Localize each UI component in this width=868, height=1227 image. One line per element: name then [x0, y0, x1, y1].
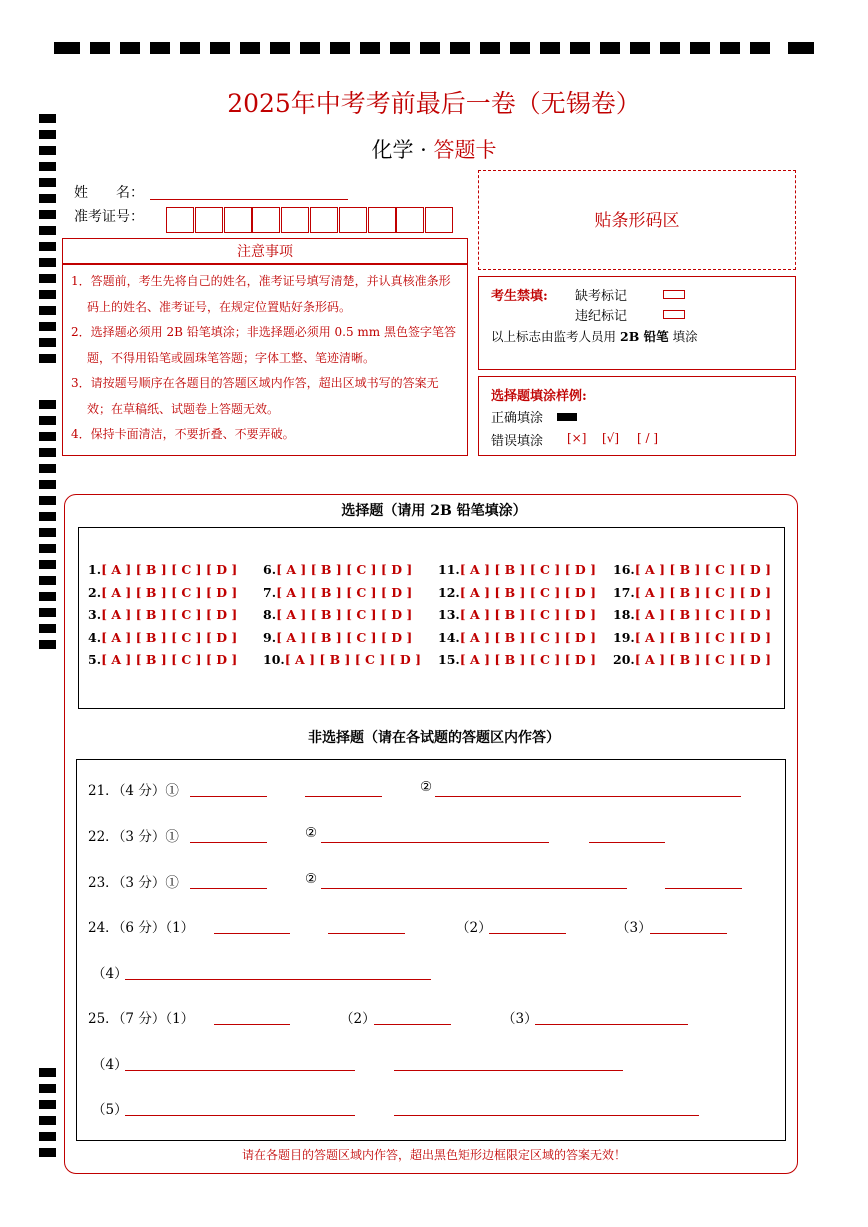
- mcq-options[interactable]: [ A ] [ B ] [ C ] [ D ]: [101, 562, 238, 577]
- q-score: （6 分）: [118, 920, 166, 936]
- note-item: 3．请按题号顺序在各题目的答题区域内作答，超出区域书写的答案无效；在草稿纸、试题卷上答题无效。: [71, 376, 439, 416]
- answer-line[interactable]: [489, 933, 566, 934]
- mcq-options[interactable]: [ A ] [ B ] [ C ] [ D ]: [634, 562, 771, 577]
- wrong-mark-check: [√]: [602, 431, 620, 445]
- mcq-item[interactable]: [613, 562, 788, 585]
- q24-row: [88, 916, 194, 936]
- q-score: （7 分）: [118, 1011, 166, 1027]
- mcq-item[interactable]: [438, 562, 613, 585]
- wrong-mark-slash: [ / ]: [637, 431, 659, 445]
- mcq-options[interactable]: [ A ] [ B ] [ C ] [ D ]: [101, 607, 238, 622]
- answer-line[interactable]: [394, 1070, 623, 1071]
- id-digit-box[interactable]: [281, 207, 309, 233]
- mcq-heading: 选择题（请用 2B 铅笔填涂）: [341, 503, 527, 519]
- answer-line[interactable]: [535, 1024, 688, 1025]
- answer-line[interactable]: [190, 888, 267, 889]
- mcq-number: 4.: [88, 629, 102, 645]
- answer-line[interactable]: [328, 933, 405, 934]
- mcq-number: 7.: [263, 584, 277, 600]
- mcq-row: [88, 630, 788, 653]
- q22-circle-2: ②: [305, 825, 318, 841]
- mcq-options[interactable]: [ A ] [ B ] [ C ] [ D ]: [101, 629, 238, 645]
- answer-line[interactable]: [374, 1024, 451, 1025]
- mcq-options[interactable]: [ A ] [ B ] [ C ] [ D ]: [634, 652, 771, 667]
- mcq-options[interactable]: [ A ] [ B ] [ C ] [ D ]: [459, 607, 596, 622]
- q-number: 25．: [88, 1011, 119, 1027]
- violation-mark-label: 违纪标记: [575, 309, 628, 324]
- mcq-number: 12.: [438, 584, 460, 600]
- prohibited-label: 考生禁填:: [491, 289, 548, 304]
- mcq-item[interactable]: [263, 630, 438, 653]
- answer-line[interactable]: [665, 888, 742, 889]
- correct-label: 正确填涂: [491, 411, 544, 426]
- id-number-boxes[interactable]: [166, 207, 454, 233]
- absent-mark-label: 缺考标记: [575, 289, 628, 304]
- mcq-options[interactable]: [ A ] [ B ] [ C ] [ D ]: [634, 584, 771, 600]
- subject-label: 化学: [371, 138, 414, 162]
- id-digit-box[interactable]: [195, 207, 223, 233]
- free-heading: 非选择题（请在各试题的答题区内作答）: [308, 730, 560, 746]
- answer-line[interactable]: [435, 796, 741, 797]
- mcq-options[interactable]: [ A ] [ B ] [ C ] [ D ]: [459, 584, 596, 600]
- mcq-options[interactable]: [ A ] [ B ] [ C ] [ D ]: [276, 584, 413, 600]
- mcq-number: 10.: [263, 652, 285, 667]
- q24-part-4: （4）: [92, 966, 128, 982]
- mcq-number: 20.: [613, 652, 635, 667]
- barcode-area: [478, 170, 796, 270]
- card-label: 答题卡: [433, 138, 497, 162]
- page-subtitle: [0, 134, 868, 164]
- mcq-number: 13.: [438, 607, 460, 622]
- mcq-number: 2.: [88, 584, 102, 600]
- wrong-label: 错误填涂: [491, 434, 544, 449]
- mcq-item[interactable]: [88, 585, 263, 608]
- q-circle-1: ①: [165, 783, 179, 799]
- mcq-item[interactable]: [263, 562, 438, 585]
- mcq-item[interactable]: [438, 652, 613, 675]
- q24-part-3: （3）: [616, 920, 652, 936]
- mcq-item[interactable]: [438, 585, 613, 608]
- q21-circle-2: ②: [420, 779, 433, 795]
- mcq-number: 9.: [263, 629, 277, 645]
- mcq-number: 17.: [613, 584, 635, 600]
- q-part: （1）: [165, 1011, 195, 1027]
- mcq-item[interactable]: [88, 607, 263, 630]
- q-score: （3 分）: [118, 875, 166, 891]
- answer-line[interactable]: [321, 842, 549, 843]
- mcq-number: 11.: [438, 562, 460, 577]
- mcq-options[interactable]: [ A ] [ B ] [ C ] [ D ]: [101, 584, 238, 600]
- mcq-item[interactable]: [88, 630, 263, 653]
- q-part: （1）: [165, 920, 195, 936]
- answer-line[interactable]: [125, 1070, 355, 1071]
- mcq-number: 16.: [613, 562, 635, 577]
- q25-part-4: （4）: [92, 1057, 128, 1073]
- mcq-options[interactable]: [ A ] [ B ] [ C ] [ D ]: [276, 562, 413, 577]
- mcq-item[interactable]: [613, 652, 788, 675]
- answer-line[interactable]: [589, 842, 665, 843]
- mcq-number: 15.: [438, 652, 460, 667]
- filled-mark-sample: [557, 413, 577, 421]
- footnote-text: 以上标志由监考人员用: [491, 329, 617, 344]
- mcq-item[interactable]: [438, 607, 613, 630]
- mcq-number: 3.: [88, 607, 102, 622]
- mcq-options[interactable]: [ A ] [ B ] [ C ] [ D ]: [459, 629, 596, 645]
- q24-part-2: （2）: [456, 920, 492, 936]
- mcq-number: 18.: [613, 607, 635, 622]
- notes-box: [62, 264, 468, 456]
- mcq-number: 5.: [88, 652, 102, 667]
- mcq-options[interactable]: [ A ] [ B ] [ C ] [ D ]: [459, 652, 596, 667]
- mcq-options[interactable]: [ A ] [ B ] [ C ] [ D ]: [634, 629, 771, 645]
- sample-box: [478, 376, 796, 456]
- q-score: （3 分）: [118, 829, 166, 845]
- answer-line[interactable]: [214, 933, 290, 934]
- q-number: 22．: [88, 829, 119, 845]
- mcq-row: [88, 562, 788, 585]
- note-item: 2．选择题必须用 2B 铅笔填涂；非选择题必须用 0.5 mm 黑色签字笔答题，不得用铅笔或圆珠笔答题；字体工整、笔迹清晰。: [71, 325, 457, 365]
- mcq-item[interactable]: [263, 585, 438, 608]
- mcq-item[interactable]: [263, 607, 438, 630]
- answer-line[interactable]: [214, 1024, 290, 1025]
- q21-row: [88, 779, 179, 799]
- mcq-number: 1.: [88, 562, 102, 577]
- note-item: 4．保持卡面清洁，不要折叠、不要弄破。: [71, 427, 295, 441]
- prohibited-box: [478, 276, 796, 370]
- mcq-number: 6.: [263, 562, 277, 577]
- footnote-pencil: 2B 铅笔: [620, 329, 669, 344]
- mcq-options[interactable]: [ A ] [ B ] [ C ] [ D ]: [101, 652, 238, 667]
- q-circle-1: ①: [165, 875, 179, 891]
- id-digit-box[interactable]: [252, 207, 280, 233]
- mcq-options[interactable]: [ A ] [ B ] [ C ] [ D ]: [276, 629, 413, 645]
- mcq-row: [88, 607, 788, 630]
- q25-part-3: （3）: [502, 1011, 538, 1027]
- answer-line[interactable]: [125, 1115, 355, 1116]
- notes-heading: 注意事项: [62, 238, 468, 264]
- q25-part-2: （2）: [340, 1011, 376, 1027]
- q-number: 21．: [88, 783, 119, 799]
- id-digit-box[interactable]: [396, 207, 424, 233]
- mcq-row: [88, 652, 788, 675]
- note-item: 1．答题前，考生先将自己的姓名，准考证号填写清楚，并认真核准条形码上的姓名、准考证号，在规定位置贴好条形码。: [71, 274, 451, 314]
- id-digit-box[interactable]: [425, 207, 453, 233]
- footnote-text: 填涂: [672, 329, 698, 344]
- mcq-options[interactable]: [ A ] [ B ] [ C ] [ D ]: [284, 652, 421, 667]
- id-digit-box[interactable]: [339, 207, 367, 233]
- absent-mark-box[interactable]: [663, 290, 685, 299]
- mcq-row: [88, 585, 788, 608]
- top-timing-marks: [54, 42, 814, 54]
- free-box: [76, 759, 786, 1141]
- id-label: 准考证号：: [74, 209, 144, 225]
- mcq-item[interactable]: [263, 652, 438, 675]
- id-digit-box[interactable]: [310, 207, 338, 233]
- q-score: （4 分）: [118, 783, 166, 799]
- answer-line[interactable]: [190, 842, 267, 843]
- q23-circle-2: ②: [305, 871, 318, 887]
- answer-line[interactable]: [190, 796, 267, 797]
- q23-row: [88, 871, 179, 891]
- q25-row: [88, 1007, 194, 1027]
- q-circle-1: ①: [165, 829, 179, 845]
- q-number: 24．: [88, 920, 119, 936]
- mcq-number: 8.: [263, 607, 277, 622]
- mcq-grid: [88, 562, 788, 675]
- answer-line[interactable]: [305, 796, 382, 797]
- barcode-label: 贴条形码区: [594, 211, 680, 231]
- mcq-number: 14.: [438, 629, 460, 645]
- name-label: 姓 名：: [74, 185, 144, 201]
- answer-line[interactable]: [321, 888, 627, 889]
- id-digit-box[interactable]: [224, 207, 252, 233]
- answer-line[interactable]: [650, 933, 727, 934]
- mcq-item[interactable]: [613, 630, 788, 653]
- prohibited-footnote: [491, 327, 698, 345]
- mcq-options[interactable]: [ A ] [ B ] [ C ] [ D ]: [459, 562, 596, 577]
- violation-mark-box[interactable]: [663, 310, 685, 319]
- name-field[interactable]: [150, 199, 348, 200]
- mcq-options[interactable]: [ A ] [ B ] [ C ] [ D ]: [276, 607, 413, 622]
- mcq-number: 19.: [613, 629, 635, 645]
- mcq-options[interactable]: [ A ] [ B ] [ C ] [ D ]: [634, 607, 771, 622]
- sample-heading: 选择题填涂样例:: [491, 389, 587, 404]
- page-title: 2025年中考考前最后一卷（无锡卷）: [227, 89, 641, 118]
- mcq-item[interactable]: [88, 562, 263, 585]
- footer-note: 请在各题目的答题区域内作答，超出黑色矩形边框限定区域的答案无效！: [241, 1148, 626, 1162]
- answer-line[interactable]: [394, 1115, 699, 1116]
- q-number: 23．: [88, 875, 119, 891]
- wrong-mark-x: [×]: [567, 431, 587, 445]
- mcq-item[interactable]: [613, 585, 788, 608]
- subtitle-separator: ·: [420, 138, 427, 162]
- q25-part-5: （5）: [92, 1102, 128, 1118]
- mcq-item[interactable]: [613, 607, 788, 630]
- mcq-item[interactable]: [438, 630, 613, 653]
- id-digit-box[interactable]: [166, 207, 194, 233]
- q22-row: [88, 825, 179, 845]
- mcq-item[interactable]: [88, 652, 263, 675]
- answer-line[interactable]: [125, 979, 431, 980]
- id-digit-box[interactable]: [368, 207, 396, 233]
